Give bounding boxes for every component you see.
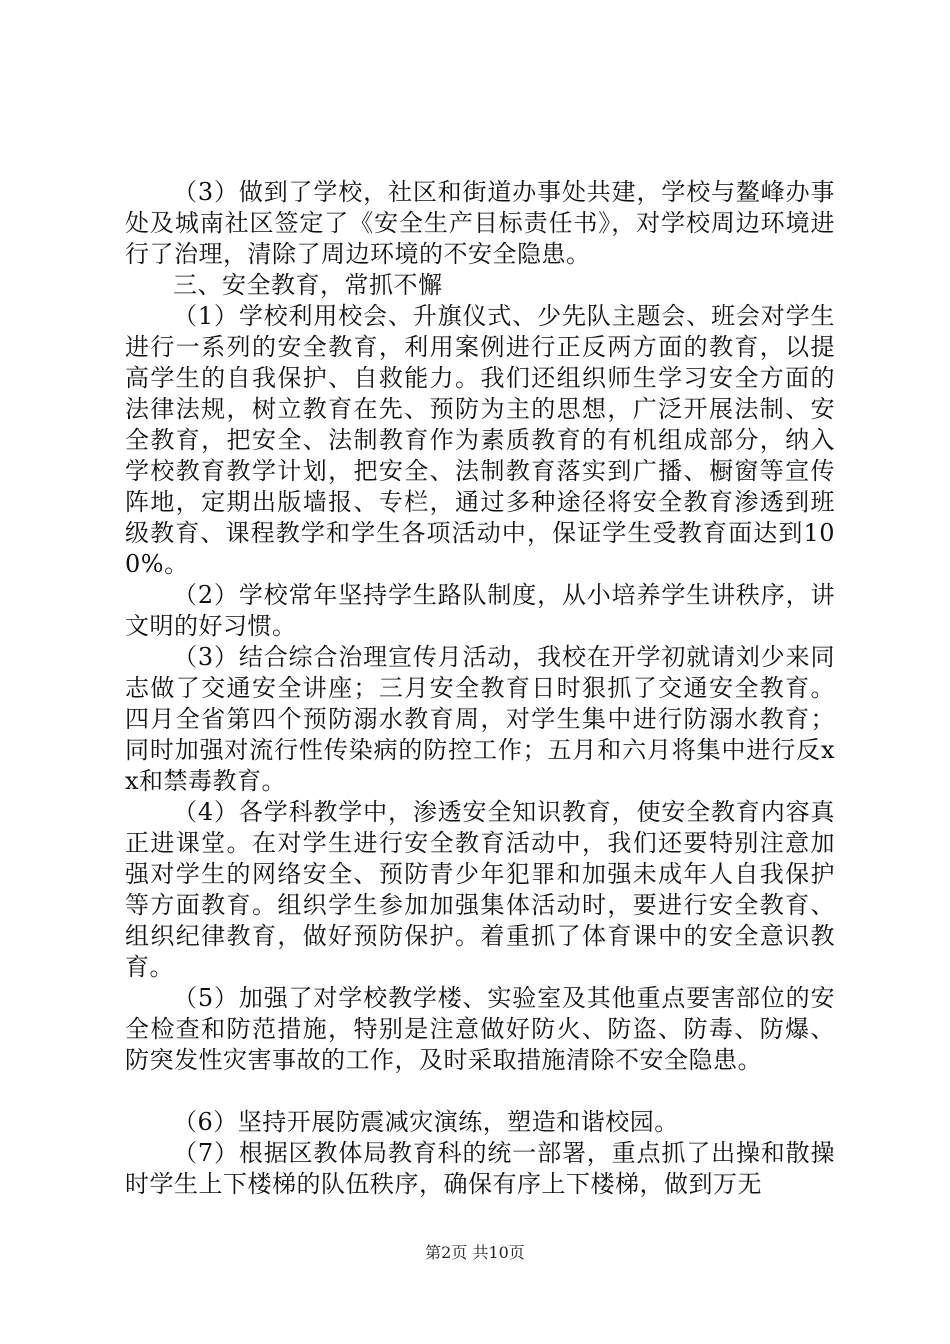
paragraph-7-stairs-order: （7）根据区教体局教育科的统一部署，重点抓了出操和散操时学生上下楼梯的队伍秩序，确保有序上下楼梯，做到万无 [125, 1139, 835, 1198]
page-number-footer: 第2页 共10页 [425, 1243, 525, 1262]
paragraph-6-drill: （6）坚持开展防震减灾演练，塑造和谐校园。 [173, 1108, 679, 1136]
paragraph-4-subject-teaching: （4）各学科教学中，渗透安全知识教育，使安全教育内容真正进课堂。在对学生进行安全教育活动中，我们还要特别注意加强对学生的网络安全、预防青少年犯罪和加强未成年人自我保护等方面教育。组织学生参加加强集体活动时，要进行安全教育、组织纪律教育，做好预防保护。着重抓了体育课中的安全意识教育。 [125, 798, 835, 981]
paragraph-spacer [125, 1076, 835, 1107]
paragraph-1-school-meetings: （1）学校利用校会、升旗仪式、少先队主题会、班会对学生进行一系列的安全教育，利用案例进行正反两方面的教育，以提高学生的自我保护、自救能力。我们还组织师生学习安全方面的法律法规，树立教育在先、预防为主的思想，广泛开展法制、安全教育，把安全、法制教育作为素质教育的有机组成部分，纳入学校教育教学计划，把安全、法制教育落实到广播、橱窗等宣传阵地，定期出版墙报、专栏，通过多种途径将安全教育渗透到班级教育、课程教学和学生各项活动中，保证学生受教育面达到100%。 [125, 302, 835, 578]
document-body [125, 177, 835, 1200]
paragraph-5-inspection: （5）加强了对学校教学楼、实验室及其他重点要害部位的安全检查和防范措施，特别是注意做好防火、防盗、防毒、防爆、防突发性灾害事故的工作，及时采取措施清除不安全隐患。 [125, 984, 835, 1074]
paragraph-3-publicity-month: （3）结合综合治理宣传月活动，我校在开学初就请刘少来同志做了交通安全讲座；三月安全教育日时狠抓了交通安全教育。四月全省第四个预防溺水教育周，对学生集中进行防溺水教育；同时加强对流行性传染病的防控工作；五月和六月将集中进行反xx和禁毒教育。 [125, 643, 835, 795]
section-heading-safety-education: 三、安全教育，常抓不懈 [173, 271, 443, 299]
paragraph-2-road-team: （2）学校常年坚持学生路队制度，从小培养学生讲秩序，讲文明的好习惯。 [125, 581, 835, 640]
paragraph-3-community: （3）做到了学校，社区和街道办事处共建，学校与鳌峰办事处及城南社区签定了《安全生产目标责任书》，对学校周边环境进行了治理，清除了周边环境的不安全隐患。 [125, 178, 835, 268]
